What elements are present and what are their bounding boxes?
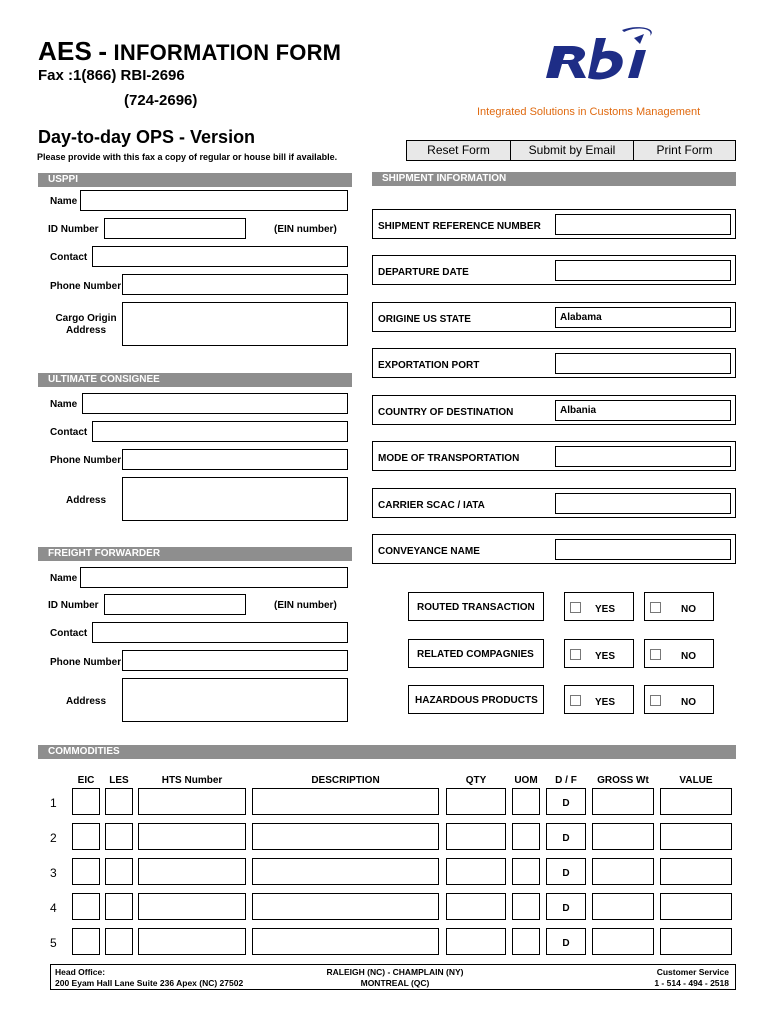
qty-cell[interactable] — [446, 928, 506, 955]
cargo-origin-label-line1: Cargo Origin — [55, 313, 117, 324]
row-number: 5 — [50, 936, 57, 950]
col-gross-wt: GROSS Wt — [597, 775, 649, 786]
df-cell[interactable]: D — [546, 823, 586, 850]
fax-line-1: Fax :1(866) RBI-2696 — [38, 67, 185, 84]
related-no-label: NO — [681, 651, 696, 662]
origin-state-select[interactable]: Alabama — [555, 307, 731, 328]
col-value: VALUE — [679, 775, 713, 786]
uom-cell[interactable] — [512, 788, 540, 815]
les-cell[interactable] — [105, 928, 133, 955]
uom-cell[interactable] — [512, 893, 540, 920]
gross-wt-cell[interactable] — [592, 788, 654, 815]
forwarder-contact-label: Contact — [50, 628, 88, 639]
footer-service — [654, 967, 729, 989]
les-cell[interactable] — [105, 893, 133, 920]
forwarder-phone-label: Phone Number — [50, 657, 122, 668]
hazardous-no-checkbox[interactable] — [650, 695, 661, 706]
form-title — [38, 36, 341, 67]
exportation-port-label: EXPORTATION PORT — [378, 360, 480, 371]
eic-cell[interactable] — [72, 858, 100, 885]
eic-cell[interactable] — [72, 788, 100, 815]
hazardous-products-box — [408, 685, 544, 714]
routed-no — [644, 592, 714, 621]
hts-cell[interactable] — [138, 928, 246, 955]
transport-mode-row — [372, 441, 736, 471]
value-cell[interactable] — [660, 858, 732, 885]
shipment-reference-row — [372, 209, 736, 239]
print-form-button[interactable]: Print Form — [633, 140, 736, 161]
routed-yes — [564, 592, 634, 621]
eic-cell[interactable] — [72, 893, 100, 920]
reset-form-button[interactable]: Reset Form — [406, 140, 511, 161]
origin-state-row — [372, 302, 736, 332]
description-cell[interactable] — [252, 788, 439, 815]
usppi-phone-input[interactable] — [122, 274, 348, 295]
uom-cell[interactable] — [512, 823, 540, 850]
consignee-address-input[interactable] — [122, 477, 348, 521]
description-cell[interactable] — [252, 928, 439, 955]
country-destination-select[interactable]: Albania — [555, 400, 731, 421]
les-cell[interactable] — [105, 788, 133, 815]
departure-date-input[interactable] — [555, 260, 731, 281]
consignee-heading: ULTIMATE CONSIGNEE — [38, 373, 352, 387]
forwarder-address-input[interactable] — [122, 678, 348, 722]
usppi-phone-label: Phone Number — [50, 281, 122, 292]
consignee-name-input[interactable] — [82, 393, 348, 414]
rbi-logo — [538, 26, 688, 98]
version-title: Day-to-day OPS - Version — [38, 127, 256, 147]
instruction-note: Please provide with this fax a copy of regular or house bill if available. — [37, 152, 338, 162]
conveyance-input[interactable] — [555, 539, 731, 560]
qty-cell[interactable] — [446, 823, 506, 850]
footer — [50, 964, 736, 990]
title-aes: AES — [38, 36, 93, 66]
consignee-phone-label: Phone Number — [50, 455, 122, 466]
footer-office-address: 200 Eyam Hall Lane Suite 236 Apex (NC) 27502 — [55, 978, 244, 988]
shipment-heading: SHIPMENT INFORMATION — [372, 172, 736, 186]
qty-cell[interactable] — [446, 788, 506, 815]
related-yes-label: YES — [595, 651, 616, 662]
usppi-heading: USPPI — [38, 173, 352, 187]
les-cell[interactable] — [105, 858, 133, 885]
gross-wt-cell[interactable] — [592, 928, 654, 955]
uom-cell[interactable] — [512, 928, 540, 955]
routed-yes-label: YES — [595, 604, 616, 615]
value-cell[interactable] — [660, 788, 732, 815]
country-destination-label: COUNTRY OF DESTINATION — [378, 407, 514, 418]
row-number: 4 — [50, 901, 57, 915]
eic-cell[interactable] — [72, 928, 100, 955]
consignee-name-label: Name — [50, 399, 78, 410]
row-number: 3 — [50, 866, 57, 880]
value-cell[interactable] — [660, 928, 732, 955]
hazardous-yes-checkbox[interactable] — [570, 695, 581, 706]
footer-cities — [275, 967, 515, 989]
les-cell[interactable] — [105, 823, 133, 850]
cargo-origin-label — [50, 313, 122, 337]
consignee-address-label: Address — [66, 495, 107, 506]
usppi-id-label: ID Number — [48, 224, 99, 235]
df-cell[interactable]: D — [546, 858, 586, 885]
footer-office-line1: Head Office: — [55, 967, 106, 977]
carrier-input[interactable] — [555, 493, 731, 514]
gross-wt-cell[interactable] — [592, 858, 654, 885]
hts-cell[interactable] — [138, 858, 246, 885]
footer-service-phone: 1 - 514 - 494 - 2518 — [654, 978, 729, 988]
col-eic: EIC — [77, 775, 95, 786]
forwarder-name-input[interactable] — [80, 567, 348, 588]
value-cell[interactable] — [660, 823, 732, 850]
description-cell[interactable] — [252, 823, 439, 850]
shipment-reference-label: SHIPMENT REFERENCE NUMBER — [378, 221, 541, 232]
routed-transaction-label: ROUTED TRANSACTION — [417, 602, 535, 613]
df-cell[interactable]: D — [546, 928, 586, 955]
cargo-origin-label-line2: Address — [65, 325, 106, 336]
value-cell[interactable] — [660, 893, 732, 920]
hazardous-yes — [564, 685, 634, 714]
forwarder-name-label: Name — [50, 573, 78, 584]
forwarder-contact-input[interactable] — [92, 622, 348, 643]
rbi-logo-mark — [538, 26, 688, 98]
cargo-origin-input[interactable] — [122, 302, 348, 346]
hazardous-yes-label: YES — [595, 697, 616, 708]
footer-office — [55, 967, 243, 989]
related-no-checkbox[interactable] — [650, 649, 661, 660]
routed-yes-checkbox[interactable] — [570, 602, 581, 613]
consignee-phone-input[interactable] — [122, 449, 348, 470]
forwarder-ein-label: (EIN number) — [274, 600, 337, 611]
carrier-label: CARRIER SCAC / IATA — [378, 500, 485, 511]
consignee-contact-label: Contact — [50, 427, 88, 438]
forwarder-address-label: Address — [66, 696, 107, 707]
forwarder-id-input[interactable] — [104, 594, 246, 615]
related-companies-label: RELATED COMPAGNIES — [417, 649, 534, 660]
exportation-port-input[interactable] — [555, 353, 731, 374]
eic-cell[interactable] — [72, 823, 100, 850]
departure-date-row — [372, 255, 736, 285]
logo-tagline: Integrated Solutions in Customs Management — [477, 106, 701, 118]
routed-transaction-box — [408, 592, 544, 621]
conveyance-label: CONVEYANCE NAME — [378, 546, 480, 557]
exportation-port-row — [372, 348, 736, 378]
col-uom: UOM — [514, 775, 538, 786]
uom-cell[interactable] — [512, 858, 540, 885]
col-description: DESCRIPTION — [311, 775, 380, 786]
description-cell[interactable] — [252, 893, 439, 920]
title-dash: - — [98, 36, 108, 66]
routed-no-checkbox[interactable] — [650, 602, 661, 613]
fax-line-2: (724-2696) — [124, 92, 198, 109]
col-qty: QTY — [465, 775, 487, 786]
gross-wt-cell[interactable] — [592, 893, 654, 920]
footer-service-label: Customer Service — [656, 967, 729, 977]
hts-cell[interactable] — [138, 893, 246, 920]
usppi-contact-label: Contact — [50, 252, 88, 263]
country-destination-row — [372, 395, 736, 425]
hazardous-no-label: NO — [681, 697, 696, 708]
usppi-ein-label: (EIN number) — [274, 224, 337, 235]
footer-cities-line2: MONTREAL (QC) — [360, 978, 430, 988]
hts-cell[interactable] — [138, 823, 246, 850]
forwarder-id-label: ID Number — [48, 600, 99, 611]
usppi-contact-input[interactable] — [92, 246, 348, 267]
usppi-name-label: Name — [50, 196, 78, 207]
df-cell[interactable]: D — [546, 893, 586, 920]
title-rest: INFORMATION FORM — [113, 40, 342, 65]
forwarder-phone-input[interactable] — [122, 650, 348, 671]
related-yes — [564, 639, 634, 668]
usppi-id-input[interactable] — [104, 218, 246, 239]
col-df: D / F — [555, 775, 577, 786]
conveyance-row — [372, 534, 736, 564]
forwarder-heading: FREIGHT FORWARDER — [38, 547, 352, 561]
transport-mode-input[interactable] — [555, 446, 731, 467]
qty-cell[interactable] — [446, 893, 506, 920]
shipment-reference-input[interactable] — [555, 214, 731, 235]
commodities-heading: COMMODITIES — [38, 745, 736, 759]
submit-by-email-button[interactable]: Submit by Email — [510, 140, 634, 161]
gross-wt-cell[interactable] — [592, 823, 654, 850]
carrier-row — [372, 488, 736, 518]
footer-cities-line1: RALEIGH (NC) - CHAMPLAIN (NY) — [326, 967, 464, 977]
col-les: LES — [109, 775, 129, 786]
origin-state-label: ORIGINE US STATE — [378, 314, 471, 325]
hazardous-products-label: HAZARDOUS PRODUCTS — [415, 695, 538, 706]
related-companies-box — [408, 639, 544, 668]
qty-cell[interactable] — [446, 858, 506, 885]
col-hts-number: HTS Number — [161, 775, 223, 786]
description-cell[interactable] — [252, 858, 439, 885]
departure-date-label: DEPARTURE DATE — [378, 267, 469, 278]
routed-no-label: NO — [681, 604, 696, 615]
hazardous-no — [644, 685, 714, 714]
related-yes-checkbox[interactable] — [570, 649, 581, 660]
usppi-name-input[interactable] — [80, 190, 348, 211]
related-no — [644, 639, 714, 668]
hts-cell[interactable] — [138, 788, 246, 815]
row-number: 1 — [50, 796, 57, 810]
transport-mode-label: MODE OF TRANSPORTATION — [378, 453, 520, 464]
row-number: 2 — [50, 831, 57, 845]
consignee-contact-input[interactable] — [92, 421, 348, 442]
df-cell[interactable]: D — [546, 788, 586, 815]
